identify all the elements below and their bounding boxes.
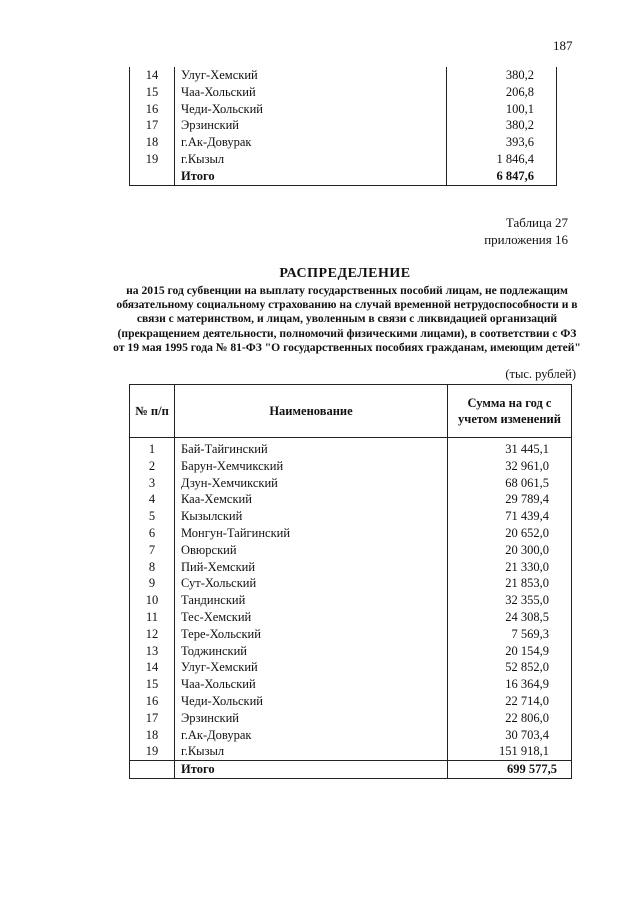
row-value: 20 652,0 [448, 525, 572, 542]
document-heading: РАСПРЕДЕЛЕНИЕ [279, 266, 411, 281]
row-value: 20 154,9 [448, 643, 572, 660]
row-value: 31 445,1 [448, 438, 572, 458]
total-value: 6 847,6 [447, 168, 557, 185]
row-number: 16 [130, 101, 175, 118]
row-name: Дзун-Хемчикский [175, 475, 448, 492]
row-name: Тес-Хемский [175, 609, 448, 626]
row-value: 22 806,0 [448, 710, 572, 727]
row-value: 32 961,0 [448, 458, 572, 475]
row-value: 21 330,0 [448, 559, 572, 576]
table-row [130, 743, 572, 760]
row-name: Кызылский [175, 508, 448, 525]
row-name: Улуг-Хемский [175, 67, 447, 84]
row-number: 19 [130, 151, 175, 168]
row-value: 206,8 [447, 84, 557, 101]
row-name: Чеди-Хольский [175, 693, 448, 710]
row-value: 16 364,9 [448, 676, 572, 693]
row-name: Сут-Хольский [175, 575, 448, 592]
row-name: Тере-Хольский [175, 626, 448, 643]
page-number: 187 [553, 38, 573, 53]
row-number: 7 [130, 542, 175, 559]
row-name: Монгун-Тайгинский [175, 525, 448, 542]
row-number: 11 [130, 609, 175, 626]
table-row [130, 84, 557, 101]
row-name: Барун-Хемчикский [175, 458, 448, 475]
table-row [130, 508, 572, 525]
table-row [130, 727, 572, 744]
row-number: 14 [130, 67, 175, 84]
row-name: г.Ак-Довурак [175, 134, 447, 151]
table-row [130, 693, 572, 710]
table-distribution [129, 384, 572, 779]
table-caption: Таблица 27 [505, 215, 568, 230]
total-label: Итого [175, 168, 447, 185]
row-number: 15 [130, 676, 175, 693]
row-number: 13 [130, 643, 175, 660]
row-name: г.Кызыл [175, 151, 447, 168]
header-sum: Сумма на год с учетом изменений [448, 385, 572, 438]
row-number: 4 [130, 491, 175, 508]
table-row [130, 491, 572, 508]
table-row [130, 525, 572, 542]
document-subheading: на 2015 год субвенции на выплату государственных пособий лицам, не подлежащим обязательному социальному страхованию на случай временной нетрудоспособности и в связи с материнством, и лицам, уволенным в связи с ликвидацией организаций (прекращением деятельности, полномочий физическими лицами), в соответствии с ФЗ от 19 мая 1995 года № 81-ФЗ "О государственных пособиях гражданам, имеющим детей" [113, 284, 581, 354]
row-number: 10 [130, 592, 175, 609]
row-value: 1 846,4 [447, 151, 557, 168]
row-value: 100,1 [447, 101, 557, 118]
row-value: 71 439,4 [448, 508, 572, 525]
row-value: 380,2 [447, 117, 557, 134]
row-name: Чаа-Хольский [175, 84, 447, 101]
row-number: 8 [130, 559, 175, 576]
row-number: 18 [130, 727, 175, 744]
row-name: Тандинский [175, 592, 448, 609]
table-row [130, 117, 557, 134]
table-row [130, 475, 572, 492]
units-label: (тыс. рублей) [505, 367, 576, 381]
row-value: 24 308,5 [448, 609, 572, 626]
table-row [130, 659, 572, 676]
table-row [130, 609, 572, 626]
table-row [130, 559, 572, 576]
row-value: 7 569,3 [448, 626, 572, 643]
row-value: 32 355,0 [448, 592, 572, 609]
table-row [130, 626, 572, 643]
row-value: 68 061,5 [448, 475, 572, 492]
row-number: 5 [130, 508, 175, 525]
table-top-continuation [129, 67, 557, 186]
header-name: Наименование [175, 385, 448, 438]
table-row [130, 643, 572, 660]
row-value: 20 300,0 [448, 542, 572, 559]
table-row [130, 542, 572, 559]
table-row [130, 101, 557, 118]
row-name: Бай-Тайгинский [175, 438, 448, 458]
row-number: 12 [130, 626, 175, 643]
table-row [130, 151, 557, 168]
row-name: г.Кызыл [175, 743, 448, 760]
table-row [130, 438, 572, 458]
row-name: Чеди-Хольский [175, 101, 447, 118]
row-number: 16 [130, 693, 175, 710]
table-row [130, 67, 557, 84]
row-name: Эрзинский [175, 710, 448, 727]
table-row [130, 134, 557, 151]
table-main-total-row [130, 761, 572, 779]
row-number: 2 [130, 458, 175, 475]
row-number: 15 [130, 84, 175, 101]
table-row [130, 458, 572, 475]
row-number: 14 [130, 659, 175, 676]
table-top-total-row [130, 168, 557, 185]
row-value: 380,2 [447, 67, 557, 84]
appendix-caption: приложения 16 [484, 232, 568, 247]
row-number: 9 [130, 575, 175, 592]
total-value: 699 577,5 [448, 761, 572, 779]
header-number: № п/п [130, 385, 175, 438]
row-value: 151 918,1 [448, 743, 572, 760]
row-number: 17 [130, 710, 175, 727]
row-number: 3 [130, 475, 175, 492]
row-name: Эрзинский [175, 117, 447, 134]
row-name: Пий-Хемский [175, 559, 448, 576]
row-value: 22 714,0 [448, 693, 572, 710]
table-header-row [130, 385, 572, 438]
row-value: 30 703,4 [448, 727, 572, 744]
row-number: 6 [130, 525, 175, 542]
row-value: 52 852,0 [448, 659, 572, 676]
table-row [130, 575, 572, 592]
row-name: Каа-Хемский [175, 491, 448, 508]
row-name: Улуг-Хемский [175, 659, 448, 676]
row-name: Овюрский [175, 542, 448, 559]
row-name: Чаа-Хольский [175, 676, 448, 693]
row-number: 19 [130, 743, 175, 760]
row-number: 18 [130, 134, 175, 151]
table-row [130, 710, 572, 727]
table-row [130, 592, 572, 609]
row-number: 17 [130, 117, 175, 134]
table-row [130, 676, 572, 693]
row-name: г.Ак-Довурак [175, 727, 448, 744]
row-value: 29 789,4 [448, 491, 572, 508]
row-name: Тоджинский [175, 643, 448, 660]
row-value: 393,6 [447, 134, 557, 151]
row-value: 21 853,0 [448, 575, 572, 592]
row-number: 1 [130, 438, 175, 458]
total-label: Итого [175, 761, 448, 779]
